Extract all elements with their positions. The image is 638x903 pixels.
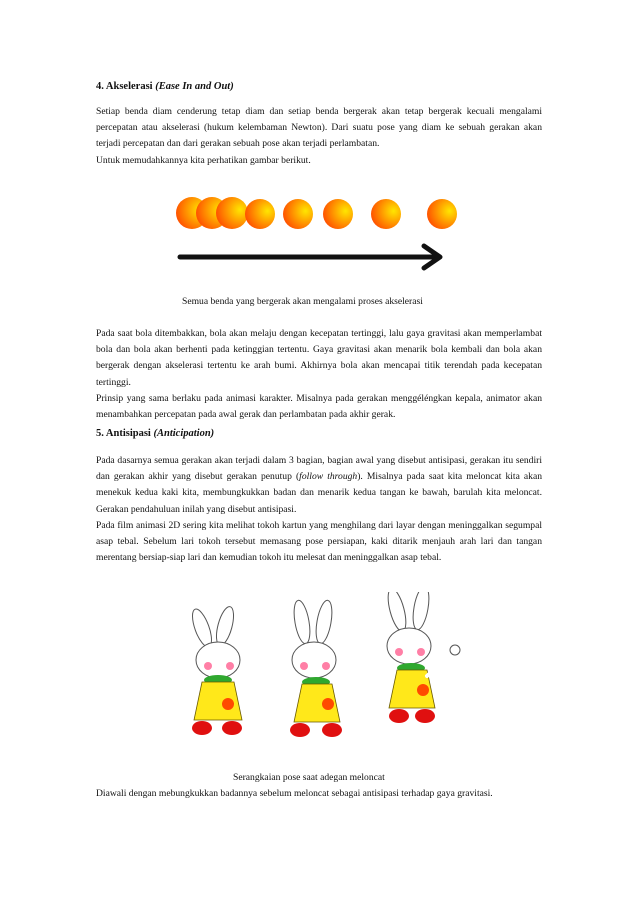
- bunny-pose-bend: [290, 599, 342, 737]
- closing-sentence: Diawali dengan mebungkukkan badannya sebelum meloncat sebagai antisipasi terhadap gaya gravitasi.: [96, 788, 493, 799]
- ball-4: [245, 199, 275, 229]
- section-4-paragraph-3: Pada saat bola ditembakkan, bola akan melaju dengan kecepatan tertinggi, lalu gaya gravitasi akan memperlambat bola dan bola akan berhenti pada ketinggian tertentu. Gaya gravitasi akan menarik bola kembali dan bola akan bergerak dengan akselerasi tertentu ke arah bumi. Akhirnya bola akan mencapai titik terendah pada kecepatan tertinggi.: [96, 328, 542, 388]
- section-4-heading-subtitle: (Ease In and Out): [155, 81, 234, 92]
- section-5-paragraph-1-part-a: Pada dasarnya semua gerakan akan terjadi dalam 3 bagian, bagian awal yang disebut antisipasi, gerakan itu sendiri dan gerakan akhir yang disebut gerakan penutup (: [96, 455, 542, 483]
- acceleration-balls-figure: [170, 190, 470, 280]
- section-4-heading-number: 4. Akselerasi: [96, 81, 153, 92]
- ball-7: [371, 199, 401, 229]
- section-4-body: [96, 326, 542, 423]
- bunny-jump-figure: [170, 592, 470, 752]
- section-4-intro: [96, 104, 542, 169]
- section-5-paragraph-1-part-b: ). Misalnya pada saat kita meloncat kita akan menekuk kedua kaki kita, membungkukkan badan dan menarik kedua tangan ke bawah, barulah kita meloncat. Gerakan pendahuluan inilah yang disebut antisipasi.: [96, 471, 542, 515]
- section-4-heading: [96, 81, 234, 92]
- section-4-paragraph-2: Untuk memudahkannya kita perhatikan gambar berikut.: [96, 154, 311, 166]
- ball-3: [216, 197, 248, 229]
- figure-1-caption: Semua benda yang bergerak akan mengalami proses akselerasi: [182, 296, 423, 307]
- section-5-heading-number: 5. Antisipasi: [96, 428, 151, 439]
- motion-arrow: [180, 246, 440, 268]
- section-5-paragraph-1: [96, 453, 542, 518]
- section-4-paragraph-1: Setiap benda diam cenderung tetap diam dan setiap benda bergerak akan tetap bergerak kecuali mengalami percepatan atau akselerasi (hukum kelembaman Newton). Dari suatu pose yang diam ke sebuah gerakan akan terjadi percepatan dan dari gerakan sebuah pose akan terjadi perlambatan.: [96, 106, 542, 150]
- bunny-pose-jump: [385, 592, 460, 723]
- section-5-heading: [96, 428, 214, 439]
- figure-2-caption: Serangkaian pose saat adegan meloncat: [233, 772, 385, 783]
- section-4-paragraph-4: Prinsip yang sama berlaku pada animasi karakter. Misalnya pada gerakan menggéléngkan kepala, animator akan menambahkan percepatan pada awal gerak dan perlambatan pada akhir gerak.: [96, 392, 542, 421]
- bunny-pose-crouch: [189, 605, 242, 735]
- section-5-body: [96, 453, 542, 566]
- follow-through-term: follow through: [299, 471, 358, 483]
- ball-8: [427, 199, 457, 229]
- section-5-heading-subtitle: (Anticipation): [153, 428, 215, 439]
- section-5-paragraph-2: Pada film animasi 2D sering kita melihat tokoh kartun yang menghilang dari layar dengan meninggalkan segumpal asap tebal. Sebelum lari tokoh tersebut memasang pose persiapan, kaki ditarik menjauh arah lari dan tangan merentang bersiap-siap lari dan kemudian tokoh itu melesat dan meninggalkan asap tebal.: [96, 519, 542, 564]
- ball-6: [323, 199, 353, 229]
- ball-5: [283, 199, 313, 229]
